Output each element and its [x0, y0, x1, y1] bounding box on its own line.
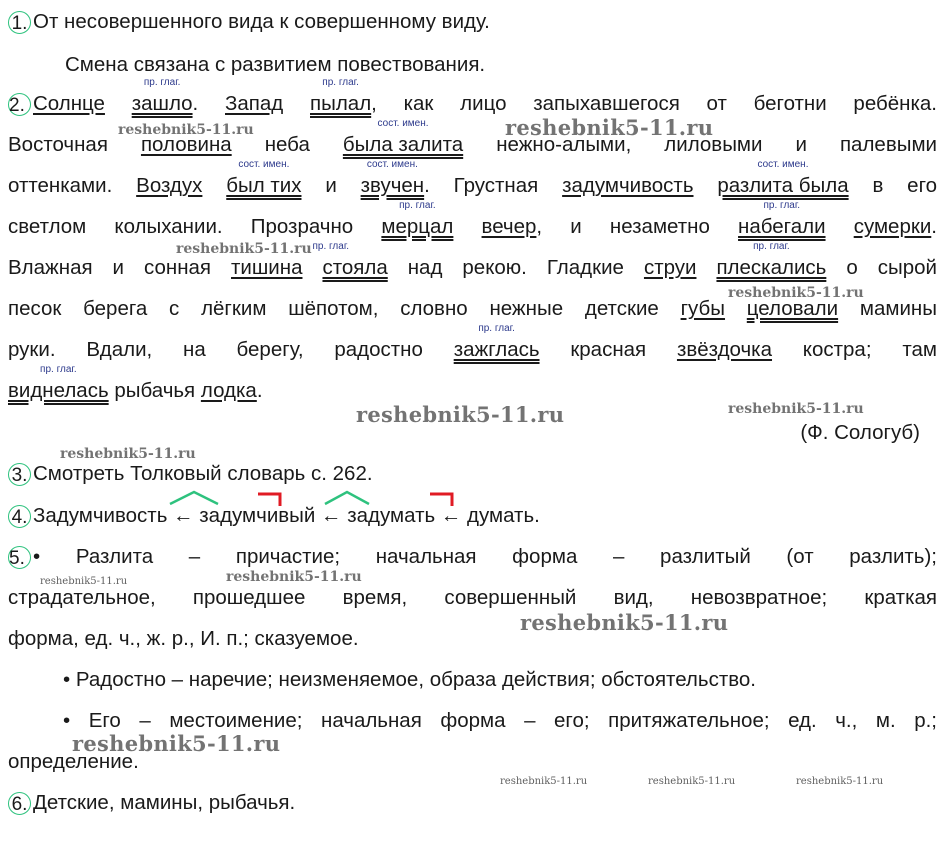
predicate: стояла — [322, 256, 388, 279]
item-1 — [8, 10, 937, 34]
watermark: reshebnik5-11.ru — [728, 401, 864, 417]
predicate: набегали — [738, 215, 826, 238]
text: костра; там — [802, 338, 937, 361]
text: в его — [872, 174, 937, 197]
subject: звёздочка — [676, 338, 773, 361]
item-2-line-1 — [8, 77, 937, 116]
tag-verb: пр. глаг. — [40, 364, 77, 375]
text: светлом колыхании. Прозрачно — [8, 215, 354, 238]
predicate: пылал — [310, 92, 372, 115]
text: Восточная — [8, 133, 108, 156]
subject: половина — [140, 133, 232, 156]
text: . Грустная — [424, 174, 539, 197]
tag-verb: пр. глаг. — [478, 323, 515, 334]
watermark: reshebnik5-11.ru — [796, 776, 884, 787]
text: , и незаметно — [536, 215, 710, 238]
predicate: звучен — [360, 174, 425, 197]
tag-nominal: сост. имен. — [757, 159, 809, 170]
tag-verb: пр. глаг. — [322, 77, 359, 88]
item-4-text: Задумчивость ← задумчивый ← задумать ← думать. — [33, 504, 540, 527]
tag-verb: пр. глаг. — [312, 241, 350, 252]
item-2-line-8 — [8, 364, 937, 403]
item-4 — [8, 504, 937, 528]
text: мамины — [859, 297, 937, 320]
subject: Воздух — [136, 174, 203, 197]
item-6 — [8, 791, 937, 815]
subject: лодка — [200, 379, 257, 402]
watermark: reshebnik5-11.ru — [648, 776, 736, 787]
item-5-line-2: страдательное, прошедшее время, совершенный вид, невозвратное; краткая — [8, 586, 937, 609]
item-5-bullet-2: • Радостно – наречие; неизменяемое, образа действия; обстоятельство. — [63, 668, 756, 691]
text: оттенками. — [8, 174, 113, 197]
predicate: был тих — [226, 174, 302, 197]
text: Влажная и сонная — [8, 256, 212, 279]
text: рыбачья — [114, 379, 196, 402]
predicate: зашло — [131, 92, 193, 115]
item-number: 1. — [8, 11, 31, 34]
author: (Ф. Сологуб) — [800, 421, 920, 444]
tag-verb: пр. глаг. — [753, 241, 790, 252]
item-3-text: Смотреть Толковый словарь с. 262. — [33, 462, 373, 485]
text: • Разлита – причастие; начальная форма – разлитый (от разлить); — [33, 545, 937, 568]
subject: вечер — [481, 215, 537, 238]
predicate: виднелась — [8, 379, 109, 402]
item-1-text: От несовершенного вида к совершенному виду. — [33, 10, 490, 33]
item-number: 3. — [8, 463, 31, 486]
subject: сумерки — [853, 215, 932, 238]
watermark: reshebnik5-11.ru — [356, 402, 565, 427]
text: и — [325, 174, 337, 197]
text: , как лицо запыхавшегося от беготни ребёнка. — [371, 92, 937, 115]
watermark: reshebnik5-11.ru — [118, 122, 254, 138]
watermark: reshebnik5-11.ru — [500, 776, 588, 787]
watermark: reshebnik5-11.ru — [60, 446, 196, 462]
watermark: reshebnik5-11.ru — [505, 115, 714, 140]
text: . — [256, 379, 263, 402]
watermark: reshebnik5-11.ru — [72, 731, 281, 756]
subject: губы — [680, 297, 726, 320]
text: . — [192, 92, 199, 115]
watermark: reshebnik5-11.ru — [176, 241, 312, 257]
item-2-line-3 — [8, 159, 937, 198]
watermark: reshebnik5-11.ru — [40, 576, 128, 587]
subject: Запад — [225, 92, 284, 115]
text: над рекою. Гладкие — [407, 256, 624, 279]
tag-verb: пр. глаг. — [143, 77, 181, 88]
text: красная — [570, 338, 647, 361]
predicate: разлита была — [717, 174, 849, 197]
tag-verb: пр. глаг. — [763, 200, 801, 211]
tag-nominal: сост. имен. — [366, 159, 418, 170]
subject: Солнце — [33, 92, 105, 115]
tag-nominal: сост. имен. — [238, 159, 290, 170]
suffix-mark — [170, 492, 218, 504]
predicate: была залита — [342, 133, 464, 156]
item-1-note: Смена связана с развитием повествования. — [65, 53, 486, 76]
text: песок берега с лёгким шёпотом, словно нежные детские — [8, 297, 659, 320]
item-5-line-1 — [8, 545, 937, 569]
watermark: reshebnik5-11.ru — [226, 569, 362, 585]
text: . — [931, 215, 937, 238]
predicate: плескались — [716, 256, 827, 279]
suffix-mark — [325, 492, 369, 504]
predicate: зажглась — [453, 338, 540, 361]
item-2-line-4 — [8, 200, 937, 239]
predicate: мерцал — [381, 215, 454, 238]
item-5-bullet-3-line-2: определение. — [8, 750, 139, 773]
item-number: 5. — [8, 546, 31, 569]
tag-nominal: сост. имен. — [377, 118, 429, 129]
subject: струи — [643, 256, 697, 279]
text: о сырой — [846, 256, 937, 279]
watermark: reshebnik5-11.ru — [520, 610, 729, 635]
text: неба — [264, 133, 310, 156]
tag-verb: пр. глаг. — [399, 200, 436, 211]
item-5-line-3: форма, ед. ч., ж. р., И. п.; сказуемое. — [8, 627, 359, 650]
text: руки. Вдали, на берегу, радостно — [8, 338, 423, 361]
item-number: 6. — [8, 792, 31, 815]
item-number: 4. — [8, 505, 31, 528]
watermark: reshebnik5-11.ru — [728, 285, 864, 301]
item-number: 2. — [8, 93, 31, 116]
item-2-line-7 — [8, 323, 937, 362]
subject: тишина — [231, 256, 303, 279]
subject: задумчивость — [562, 174, 694, 197]
item-5-bullet-3-line-1: • Его – местоимение; начальная форма – его; притяжательное; ед. ч., м. р.; — [63, 709, 937, 732]
item-3 — [8, 462, 937, 486]
item-6-text: Детские, мамины, рыбачья. — [33, 791, 296, 814]
text: нежно-алыми, лиловыми и палевыми — [496, 133, 937, 156]
predicate: целовали — [746, 297, 839, 320]
